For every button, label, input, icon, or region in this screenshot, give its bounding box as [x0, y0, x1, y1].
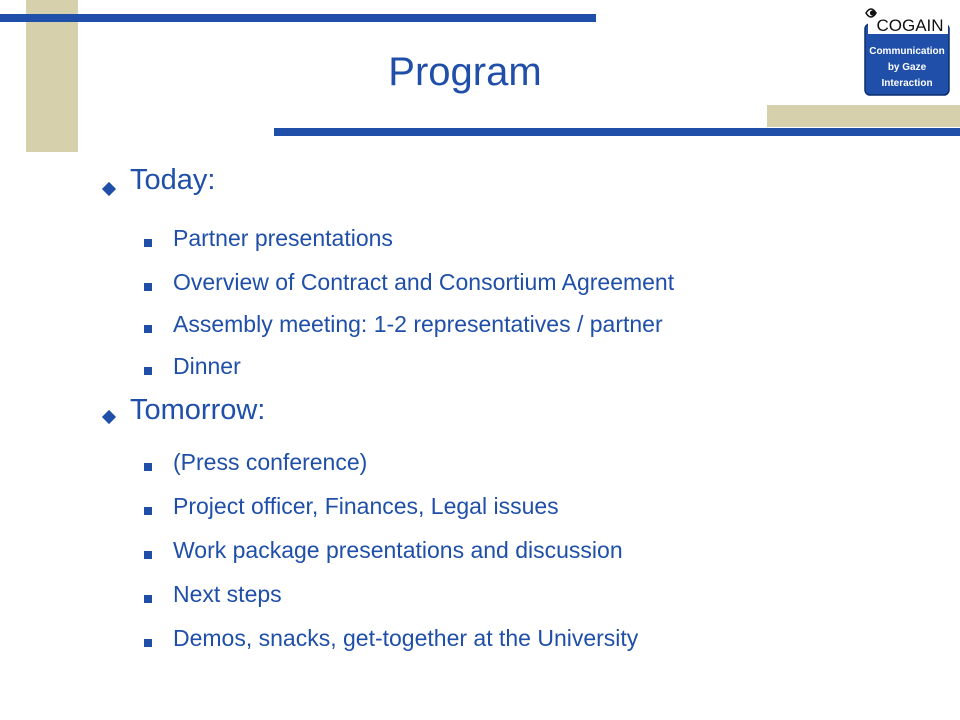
- square-bullet-icon: [144, 551, 152, 559]
- logo-tagline-2: by Gaze: [887, 62, 927, 73]
- square-bullet-icon: [144, 325, 152, 333]
- blue-top-bar: [0, 14, 596, 22]
- square-bullet-icon: [144, 367, 152, 375]
- square-bullet-icon: [144, 239, 152, 247]
- section-heading: Today:: [130, 164, 216, 196]
- square-bullet-icon: [144, 595, 152, 603]
- diamond-bullet-icon: [102, 182, 116, 196]
- square-bullet-icon: [144, 463, 152, 471]
- logo-brand-text: COGAIN: [876, 16, 944, 35]
- cogain-logo: [864, 4, 950, 96]
- section-heading: Tomorrow:: [130, 394, 266, 426]
- slide-title: Program: [388, 50, 542, 94]
- tan-right-block: [767, 105, 960, 127]
- diamond-bullet-icon: [102, 410, 116, 424]
- blue-bottom-bar: [274, 128, 960, 136]
- square-bullet-icon: [144, 507, 152, 515]
- square-bullet-icon: [144, 283, 152, 291]
- logo-tagline-1: Communication: [869, 46, 945, 57]
- square-bullet-icon: [144, 639, 152, 647]
- logo-tagline-3: Interaction: [881, 78, 933, 89]
